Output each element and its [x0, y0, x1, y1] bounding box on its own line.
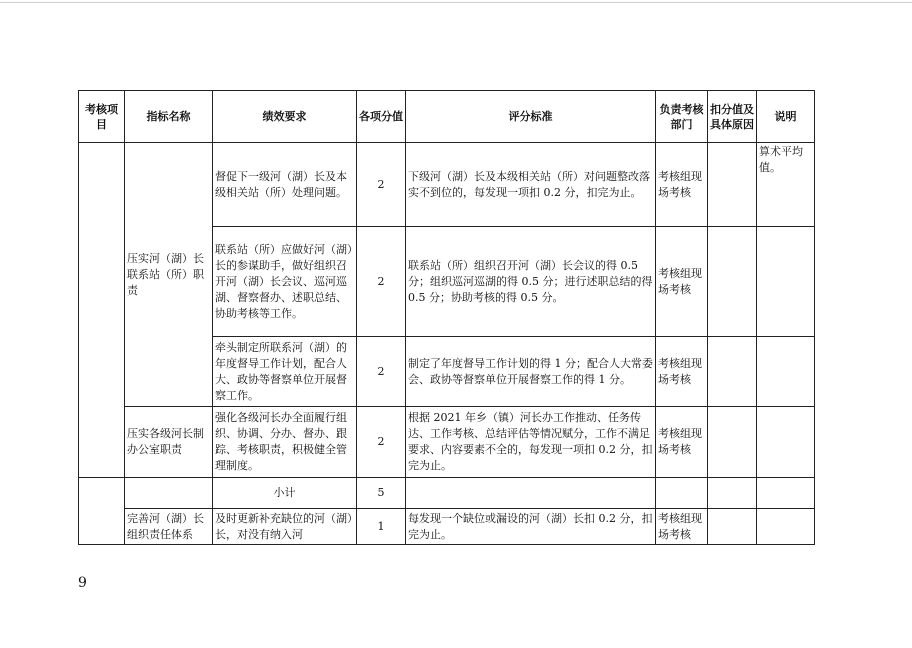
deduction-cell [708, 407, 757, 478]
subtotal-score: 5 [357, 478, 406, 509]
dept-cell: 考核组现场考核 [656, 337, 708, 407]
page-number: 9 [78, 575, 87, 591]
indicator-cell: 压实河（湖）长联系站（所）职责 [125, 143, 213, 407]
dept-cell [656, 478, 708, 509]
remarks-cell [757, 407, 815, 478]
assessment-item-cell [79, 143, 125, 478]
table-row [79, 509, 815, 545]
dept-cell: 考核组现场考核 [656, 407, 708, 478]
top-border-line [0, 2, 912, 3]
subtotal-label: 小计 [213, 478, 357, 509]
indicator-cell [125, 478, 213, 509]
performance-cell: 联系站（所）应做好河（湖）长的参谋助手，做好组织召开河（湖）长会议、巡河巡湖、督察督办、述职总结、协助考核等工作。 [213, 227, 357, 337]
indicator-cell: 压实各级河长制办公室职责 [125, 407, 213, 478]
remarks-cell [757, 227, 815, 337]
score-cell: 2 [357, 227, 406, 337]
subtotal-row [79, 478, 815, 509]
criteria-cell: 根据 2021 年乡（镇）河长办工作推动、任务传达、工作考核、总结评估等情况赋分，工作不满足要求、内容要素不全的，每发现一项扣 0.2 分，扣完为止。 [406, 407, 656, 478]
assessment-item-cell [79, 478, 125, 545]
deduction-cell [708, 143, 757, 227]
header-score: 各项分值 [357, 91, 406, 143]
dept-cell: 考核组现场考核 [656, 227, 708, 337]
dept-cell: 考核组现场考核 [656, 143, 708, 227]
criteria-cell: 每发现一个缺位或漏设的河（湖）长扣 0.2 分，扣完为止。 [406, 509, 656, 545]
indicator-cell: 完善河（湖）长组织责任体系 [125, 509, 213, 545]
remarks-cell [757, 478, 815, 509]
criteria-cell [406, 478, 656, 509]
deduction-cell [708, 478, 757, 509]
header-performance-requirement: 绩效要求 [213, 91, 357, 143]
header-remarks: 说明 [757, 91, 815, 143]
assessment-table [78, 90, 815, 545]
table-row [79, 407, 815, 478]
deduction-cell [708, 509, 757, 545]
remarks-cell: 算术平均值。 [757, 143, 815, 227]
header-assessment-item: 考核项目 [79, 91, 125, 143]
dept-cell: 考核组现场考核 [656, 509, 708, 545]
score-cell: 1 [357, 509, 406, 545]
deduction-cell [708, 337, 757, 407]
performance-cell: 牵头制定所联系河（湖）的年度督导工作计划，配合人大、政协等督察单位开展督察工作。 [213, 337, 357, 407]
criteria-cell: 制定了年度督导工作计划的得 1 分；配合人大常委会、政协等督察单位开展督察工作的得 1 分。 [406, 337, 656, 407]
score-cell: 2 [357, 337, 406, 407]
header-responsible-dept: 负责考核部门 [656, 91, 708, 143]
score-cell: 2 [357, 407, 406, 478]
criteria-cell: 联系站（所）组织召开河（湖）长会议的得 0.5 分；组织巡河巡湖的得 0.5 分；进行述职总结的得 0.5 分；协助考核的得 0.5 分。 [406, 227, 656, 337]
remarks-cell [757, 509, 815, 545]
score-cell: 2 [357, 143, 406, 227]
header-scoring-criteria: 评分标准 [406, 91, 656, 143]
header-deduction-reason: 扣分值及具体原因 [708, 91, 757, 143]
performance-cell: 督促下一级河（湖）长及本级相关站（所）处理问题。 [213, 143, 357, 227]
deduction-cell [708, 227, 757, 337]
performance-cell: 强化各级河长办全面履行组织、协调、分办、督办、跟踪、考核职责，积极健全管理制度。 [213, 407, 357, 478]
header-row [79, 91, 815, 143]
remarks-cell [757, 337, 815, 407]
criteria-cell: 下级河（湖）长及本级相关站（所）对问题整改落实不到位的，每发现一项扣 0.2 分，扣完为止。 [406, 143, 656, 227]
table-row [79, 143, 815, 227]
header-indicator-name: 指标名称 [125, 91, 213, 143]
performance-cell: 及时更新补充缺位的河（湖）长，对没有纳入河 [213, 509, 357, 545]
